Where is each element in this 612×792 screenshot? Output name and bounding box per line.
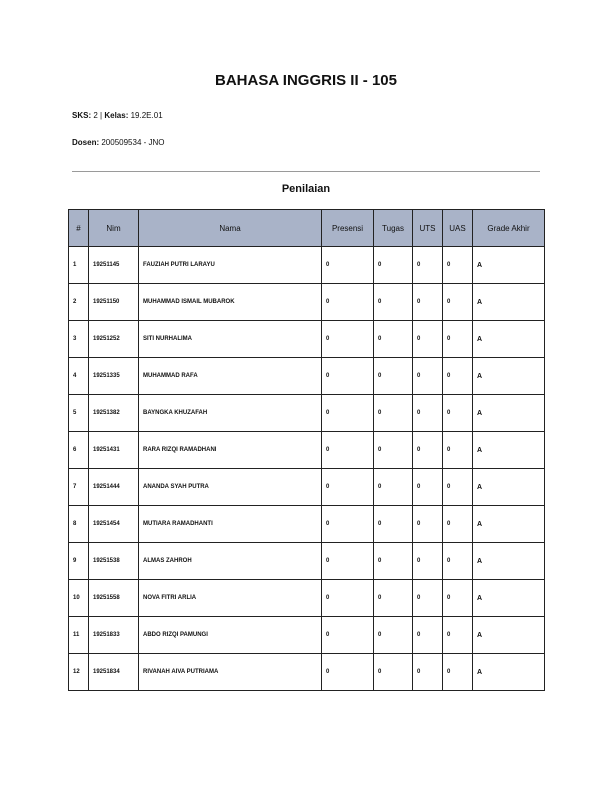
uas-score: 0 xyxy=(443,543,473,580)
row-number: 8 xyxy=(69,506,89,543)
final-grade: A xyxy=(473,321,545,358)
final-grade: A xyxy=(473,432,545,469)
table-row xyxy=(69,469,545,506)
presensi-score: 0 xyxy=(322,284,374,321)
row-number: 3 xyxy=(69,321,89,358)
table-row xyxy=(69,358,545,395)
uts-score: 0 xyxy=(413,543,443,580)
dosen-label: Dosen: xyxy=(72,138,100,147)
student-name: MUTIARA RAMADHANTI xyxy=(139,506,322,543)
uas-score: 0 xyxy=(443,469,473,506)
table-row xyxy=(69,395,545,432)
column-header: Tugas xyxy=(374,210,413,247)
final-grade: A xyxy=(473,469,545,506)
presensi-score: 0 xyxy=(322,543,374,580)
tugas-score: 0 xyxy=(374,469,413,506)
row-number: 7 xyxy=(69,469,89,506)
table-row xyxy=(69,654,545,691)
uas-score: 0 xyxy=(443,580,473,617)
presensi-score: 0 xyxy=(322,432,374,469)
sks-label: SKS: xyxy=(72,111,92,120)
student-nim: 19251538 xyxy=(89,543,139,580)
column-header: # xyxy=(69,210,89,247)
uas-score: 0 xyxy=(443,247,473,284)
student-name: ALMAS ZAHROH xyxy=(139,543,322,580)
student-nim: 19251382 xyxy=(89,395,139,432)
presensi-score: 0 xyxy=(322,358,374,395)
student-name: ABDO RIZQI PAMUNGI xyxy=(139,617,322,654)
course-meta xyxy=(72,111,163,120)
uts-score: 0 xyxy=(413,284,443,321)
final-grade: A xyxy=(473,580,545,617)
sks-value: 2 xyxy=(93,111,98,120)
table-row xyxy=(69,247,545,284)
table-body xyxy=(69,247,545,691)
table-row xyxy=(69,617,545,654)
row-number: 11 xyxy=(69,617,89,654)
row-number: 2 xyxy=(69,284,89,321)
grades-table xyxy=(68,209,545,691)
student-nim: 19251558 xyxy=(89,580,139,617)
row-number: 10 xyxy=(69,580,89,617)
uas-score: 0 xyxy=(443,321,473,358)
uas-score: 0 xyxy=(443,654,473,691)
table-row xyxy=(69,284,545,321)
presensi-score: 0 xyxy=(322,395,374,432)
tugas-score: 0 xyxy=(374,617,413,654)
table-row xyxy=(69,506,545,543)
uts-score: 0 xyxy=(413,321,443,358)
student-name: RIVANAH AIVA PUTRIAMA xyxy=(139,654,322,691)
uts-score: 0 xyxy=(413,506,443,543)
column-header: Presensi xyxy=(322,210,374,247)
kelas-value: 19.2E.01 xyxy=(130,111,163,120)
student-name: BAYNGKA KHUZAFAH xyxy=(139,395,322,432)
uts-score: 0 xyxy=(413,247,443,284)
table-row xyxy=(69,543,545,580)
meta-separator: | xyxy=(100,111,103,120)
student-name: MUHAMMAD RAFA xyxy=(139,358,322,395)
uas-score: 0 xyxy=(443,284,473,321)
uas-score: 0 xyxy=(443,432,473,469)
tugas-score: 0 xyxy=(374,543,413,580)
uts-score: 0 xyxy=(413,654,443,691)
final-grade: A xyxy=(473,395,545,432)
final-grade: A xyxy=(473,284,545,321)
tugas-score: 0 xyxy=(374,321,413,358)
tugas-score: 0 xyxy=(374,506,413,543)
table-header-row xyxy=(69,210,545,247)
uts-score: 0 xyxy=(413,617,443,654)
row-number: 9 xyxy=(69,543,89,580)
presensi-score: 0 xyxy=(322,654,374,691)
column-header: UAS xyxy=(443,210,473,247)
uas-score: 0 xyxy=(443,617,473,654)
student-nim: 19251834 xyxy=(89,654,139,691)
student-nim: 19251833 xyxy=(89,617,139,654)
presensi-score: 0 xyxy=(322,247,374,284)
uas-score: 0 xyxy=(443,395,473,432)
student-nim: 19251431 xyxy=(89,432,139,469)
row-number: 4 xyxy=(69,358,89,395)
uts-score: 0 xyxy=(413,432,443,469)
tugas-score: 0 xyxy=(374,247,413,284)
student-name: NOVA FITRI ARLIA xyxy=(139,580,322,617)
lecturer-info xyxy=(72,138,165,147)
row-number: 12 xyxy=(69,654,89,691)
uas-score: 0 xyxy=(443,358,473,395)
final-grade: A xyxy=(473,654,545,691)
student-nim: 19251444 xyxy=(89,469,139,506)
table-row xyxy=(69,580,545,617)
presensi-score: 0 xyxy=(322,469,374,506)
final-grade: A xyxy=(473,247,545,284)
column-header: Nim xyxy=(89,210,139,247)
table-row xyxy=(69,321,545,358)
student-nim: 19251252 xyxy=(89,321,139,358)
uas-score: 0 xyxy=(443,506,473,543)
final-grade: A xyxy=(473,543,545,580)
row-number: 6 xyxy=(69,432,89,469)
uts-score: 0 xyxy=(413,469,443,506)
tugas-score: 0 xyxy=(374,654,413,691)
column-header: Nama xyxy=(139,210,322,247)
uts-score: 0 xyxy=(413,358,443,395)
tugas-score: 0 xyxy=(374,284,413,321)
uts-score: 0 xyxy=(413,580,443,617)
column-header: UTS xyxy=(413,210,443,247)
student-nim: 19251454 xyxy=(89,506,139,543)
final-grade: A xyxy=(473,617,545,654)
final-grade: A xyxy=(473,506,545,543)
course-title: BAHASA INGGRIS II - 105 xyxy=(215,72,397,89)
student-nim: 19251335 xyxy=(89,358,139,395)
tugas-score: 0 xyxy=(374,580,413,617)
kelas-label: Kelas: xyxy=(104,111,129,120)
final-grade: A xyxy=(473,358,545,395)
row-number: 5 xyxy=(69,395,89,432)
student-nim: 19251145 xyxy=(89,247,139,284)
tugas-score: 0 xyxy=(374,358,413,395)
row-number: 1 xyxy=(69,247,89,284)
student-nim: 19251150 xyxy=(89,284,139,321)
student-name: SITI NURHALIMA xyxy=(139,321,322,358)
student-name: FAUZIAH PUTRI LARAYU xyxy=(139,247,322,284)
presensi-score: 0 xyxy=(322,506,374,543)
column-header: Grade Akhir xyxy=(473,210,545,247)
student-name: MUHAMMAD ISMAIL MUBAROK xyxy=(139,284,322,321)
student-name: RARA RIZQI RAMADHANI xyxy=(139,432,322,469)
presensi-score: 0 xyxy=(322,617,374,654)
tugas-score: 0 xyxy=(374,395,413,432)
divider xyxy=(72,171,540,172)
table-row xyxy=(69,432,545,469)
uts-score: 0 xyxy=(413,395,443,432)
section-title: Penilaian xyxy=(281,183,331,195)
presensi-score: 0 xyxy=(322,580,374,617)
tugas-score: 0 xyxy=(374,432,413,469)
student-name: ANANDA SYAH PUTRA xyxy=(139,469,322,506)
dosen-value: 200509534 - JNO xyxy=(101,138,165,147)
presensi-score: 0 xyxy=(322,321,374,358)
